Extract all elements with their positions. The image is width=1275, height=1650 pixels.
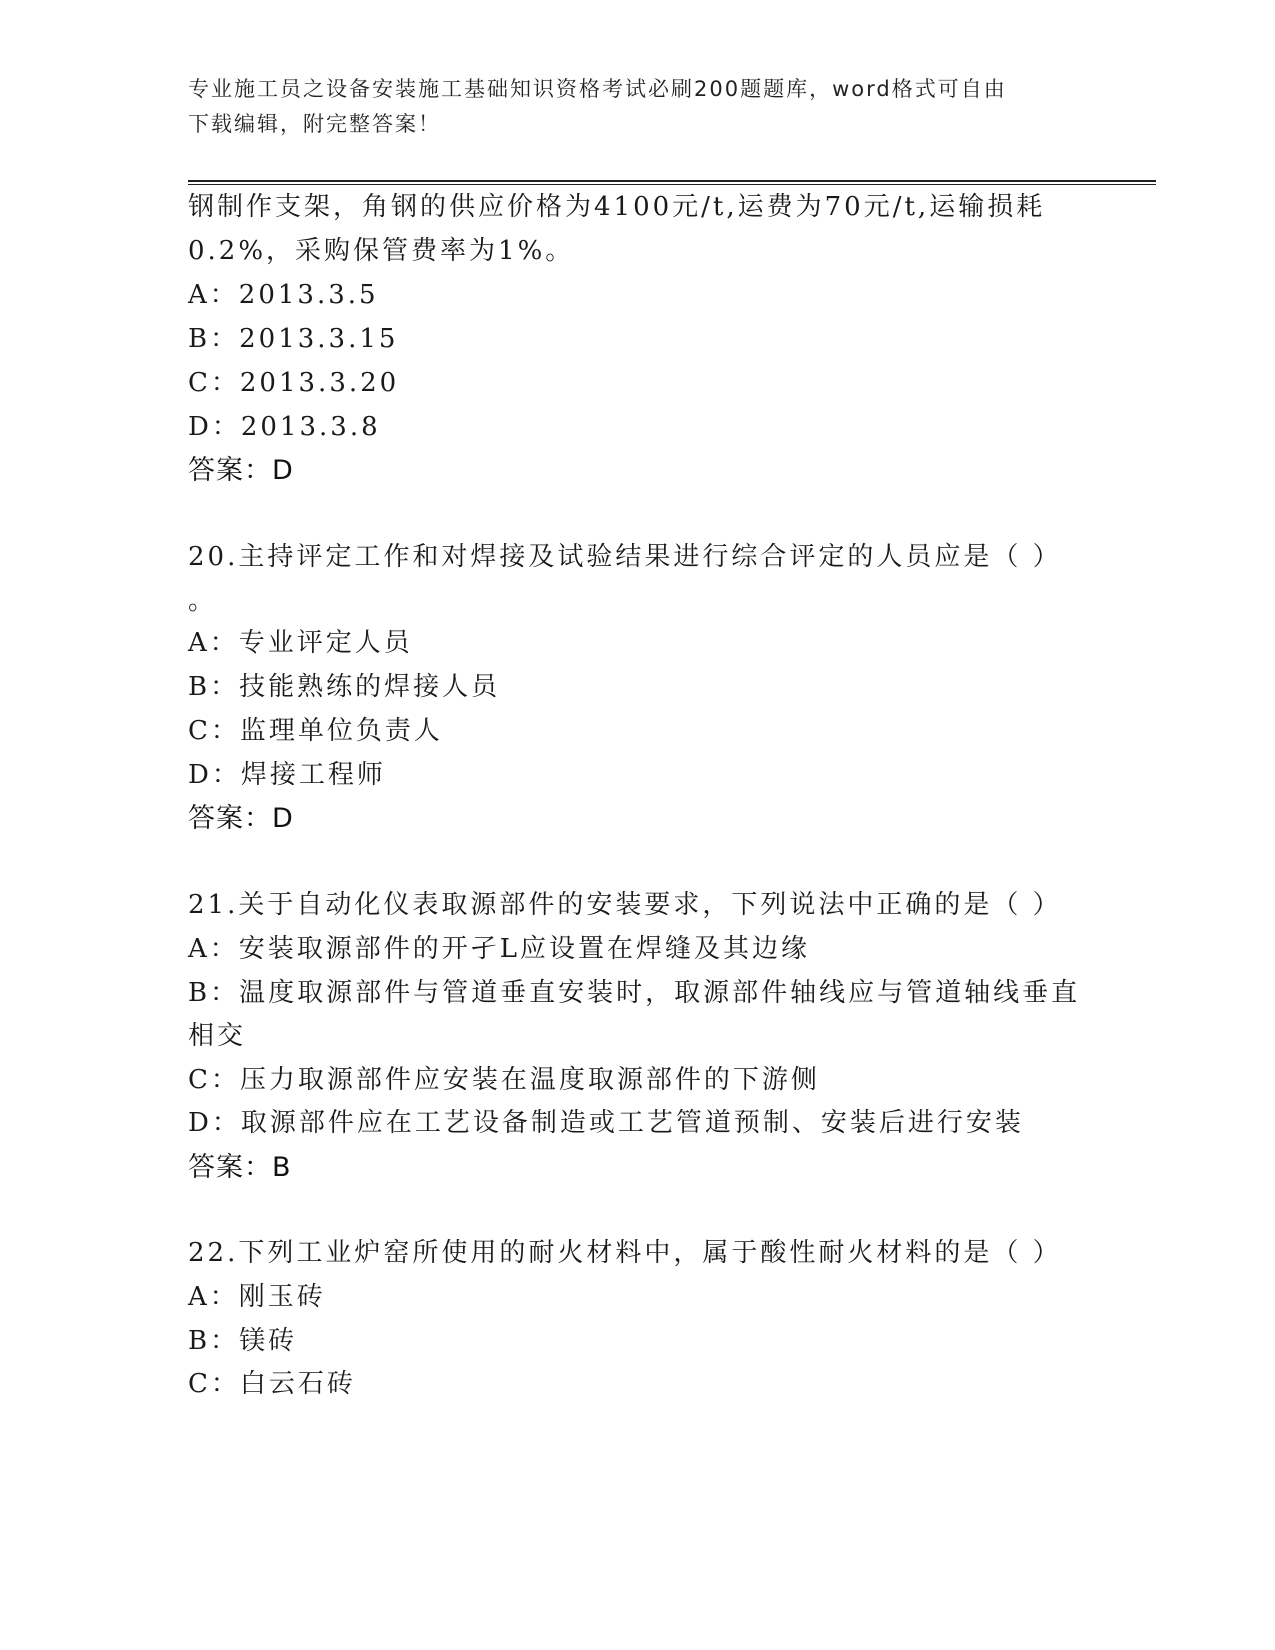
option-c: C：2013.3.20 xyxy=(188,368,400,398)
question-stem-line: 钢制作支架，角钢的供应价格为4100元/t,运费为70元/t,运输损耗 xyxy=(188,192,1046,222)
header-divider-thin xyxy=(188,184,1156,185)
option-b: B：2013.3.15 xyxy=(188,324,399,354)
option-a: A：安装取源部件的开孑L应设置在焊缝及其边缘 xyxy=(188,934,811,964)
option-d: D：2013.3.8 xyxy=(188,412,381,442)
option-a: A：专业评定人员 xyxy=(188,628,413,658)
question-stem-line: 。 xyxy=(188,586,218,616)
question-stem-line: 21.关于自动化仪表取源部件的安装要求，下列说法中正确的是（ ） xyxy=(188,890,1062,920)
question-stem-line: 0.2%，采购保管费率为1%。 xyxy=(188,236,575,266)
option-d: D：取源部件应在工艺设备制造或工艺管道预制、安装后进行安装 xyxy=(188,1108,1024,1138)
option-d: D：焊接工程师 xyxy=(188,760,386,790)
question-stem-line: 22.下列工业炉窑所使用的耐火材料中，属于酸性耐火材料的是（ ） xyxy=(188,1238,1062,1268)
header-line-1: 专业施工员之设备安装施工基础知识资格考试必刷200题题库，word格式可自由 xyxy=(188,77,1007,101)
option-b: B：温度取源部件与管道垂直安装时，取源部件轴线应与管道轴线垂直 xyxy=(188,978,1081,1008)
header-text xyxy=(188,72,1088,142)
answer-label: 答案：B xyxy=(188,1152,292,1183)
option-c: C：监理单位负责人 xyxy=(188,716,443,746)
option-c: C：压力取源部件应安装在温度取源部件的下游侧 xyxy=(188,1065,820,1095)
option-a: A：2013.3.5 xyxy=(188,280,379,310)
answer-label: 答案：D xyxy=(188,455,294,486)
header-line-2: 下载编辑，附完整答案！ xyxy=(188,112,441,136)
option-b-continued: 相交 xyxy=(188,1021,247,1051)
option-b: B：技能熟练的焊接人员 xyxy=(188,672,501,702)
question-stem-line: 20.主持评定工作和对焊接及试验结果进行综合评定的人员应是（ ） xyxy=(188,542,1062,572)
answer-label: 答案：D xyxy=(188,803,294,834)
header-divider-thick xyxy=(188,180,1156,182)
option-a: A：刚玉砖 xyxy=(188,1282,326,1312)
option-c: C：白云石砖 xyxy=(188,1369,356,1399)
option-b: B：镁砖 xyxy=(188,1326,298,1356)
